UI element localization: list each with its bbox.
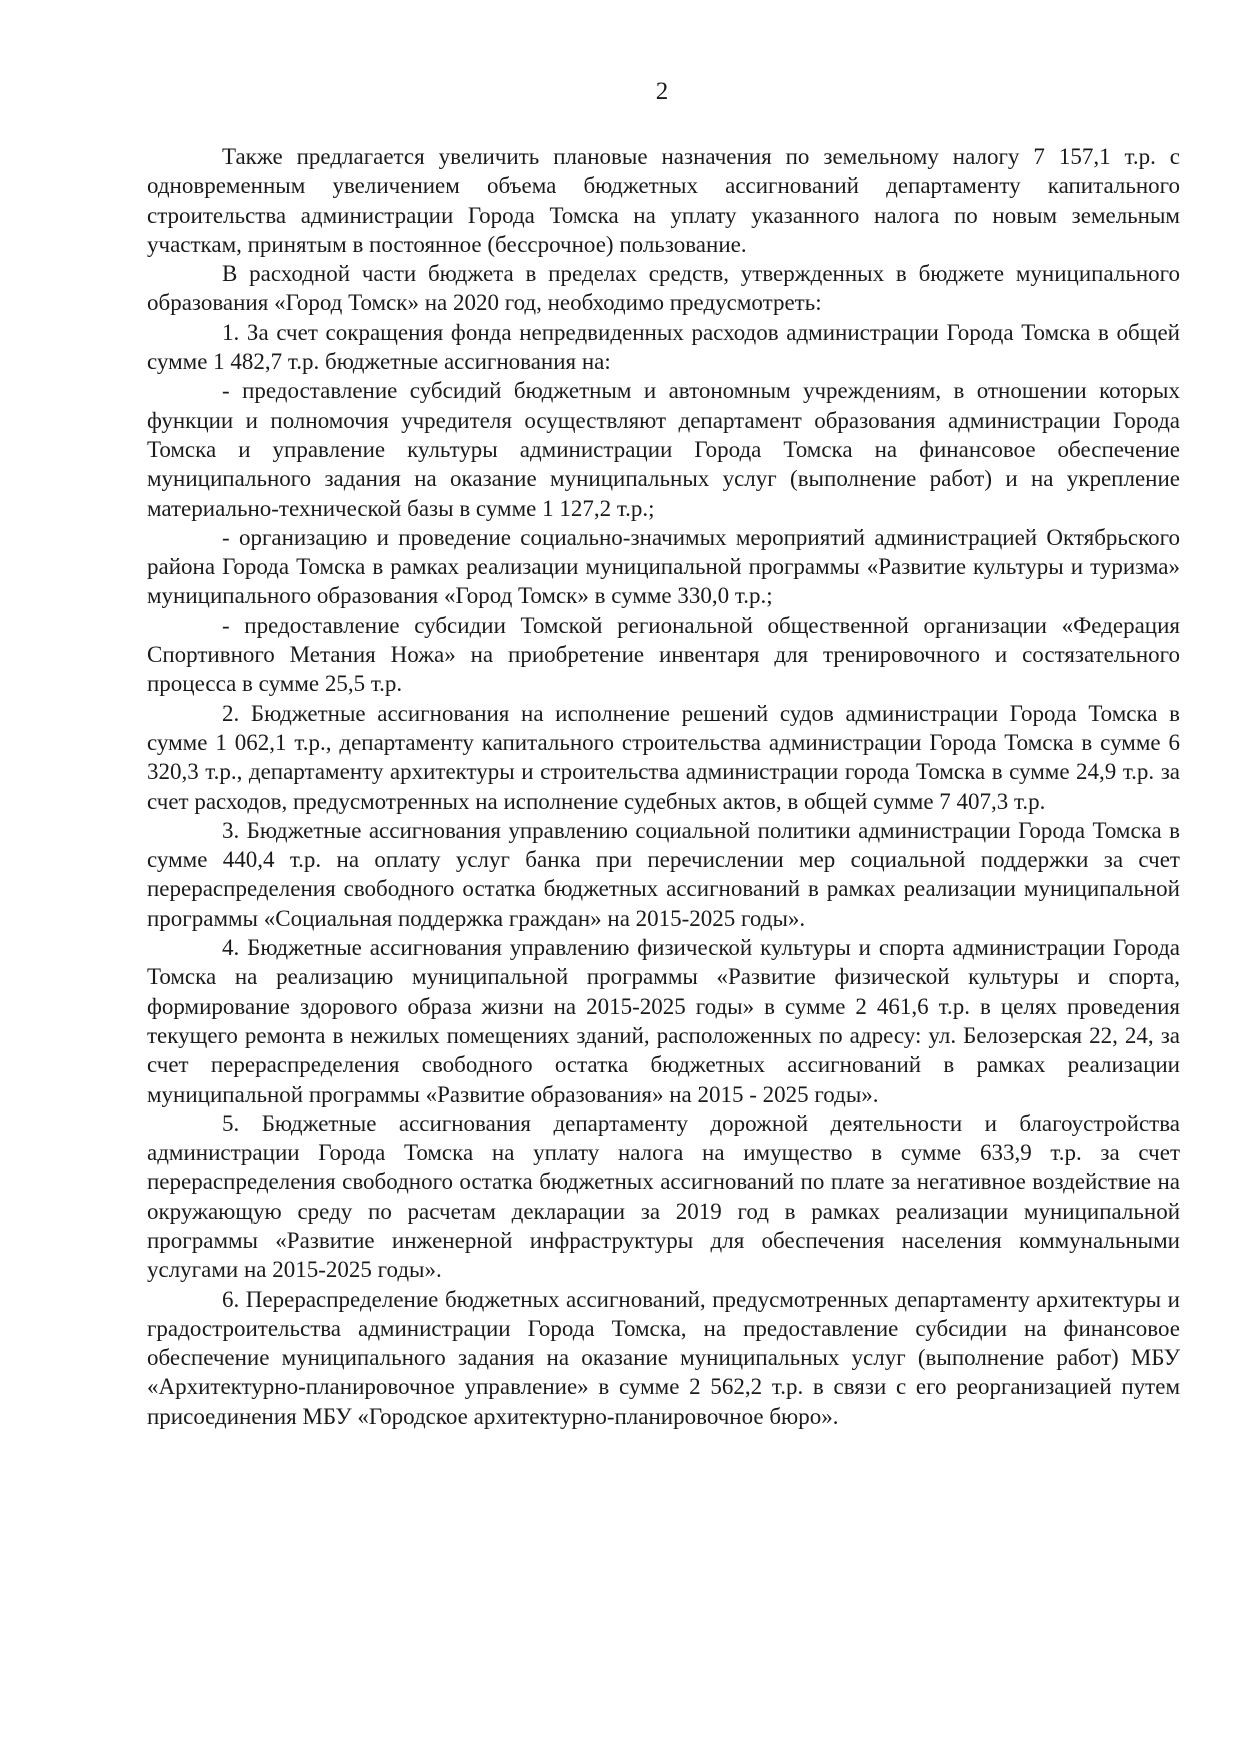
paragraph-item-4: 4. Бюджетные ассигнования управлению физической культуры и спорта администрации Города Томска на реализацию муниципальной программы «Развитие физической культуры и спорта, формирование здорового образа жизни на 2015-2025 годы» в сумме 2 461,6 т.р. в целях проведения текущего ремонта в нежилых помещениях зданий, расположенных по адресу: ул. Белозерская 22, 24, за счет перераспределения свободного остатка бюджетных ассигнований в рамках реализации муниципальной программы «Развитие образования» на 2015 - 2025 годы». [147,935,1180,1107]
paragraph-item-3: 3. Бюджетные ассигнования управлению социальной политики администрации Города Томска в сумме 440,4 т.р. на оплату услуг банка при перечислении мер социальной поддержки за счет перераспределения свободного остатка бюджетных ассигнований в рамках реализации муниципальной программы «Социальная поддержка граждан» на 2015-2025 годы». [147,817,1180,931]
page-number: 2 [655,78,669,105]
paragraph-item-1-federation: - предоставление субсидии Томской региональной общественной организации «Федерация Спортивного Метания Ножа» на приобретение инвентаря для тренировочного и состязательного процесса в сумме 25,5 т.р. [147,612,1180,697]
paragraph-item-1-events: - организацию и проведение социально-значимых мероприятий администрацией Октябрьского района Города Томска в рамках реализации муниципальной программы «Развитие культуры и туризма» муниципального образования «Город Томск» в сумме 330,0 т.р.; [147,524,1180,609]
paragraph-item-6: 6. Перераспределение бюджетных ассигнований, предусмотренных департаменту архитектуры и градостроительства администрации Города Томска, на предоставление субсидии на финансовое обеспечение муниципального задания на оказание муниципальных услуг (выполнение работ) МБУ «Архитектурно-планировочное управление» в сумме 2 562,2 т.р. в связи с его реорганизацией путем присоединения МБУ «Городское архитектурно-планировочное бюро». [147,1286,1180,1429]
document-body [147,142,1180,1431]
paragraph-item-5: 5. Бюджетные ассигнования департаменту дорожной деятельности и благоустройства администрации Города Томска на уплату налога на имущество в сумме 633,9 т.р. за счет перераспределения свободного остатка бюджетных ассигнований по плате за негативное воздействие на окружающую среду по расчетам декларации за 2019 год в рамках реализации муниципальной программы «Развитие инженерной инфраструктуры для обеспечения населения коммунальными услугами на 2015-2025 годы». [147,1110,1180,1283]
paragraph-item-1: 1. За счет сокращения фонда непредвиденных расходов администрации Города Томска в общей сумме 1 482,7 т.р. бюджетные ассигнования на: [147,319,1180,375]
paragraph-item-1-subsidies: - предоставление субсидий бюджетным и автономным учреждениям, в отношении которых функции и полномочия учредителя осуществляют департамент образования администрации Города Томска и управление культуры администрации Города Томска на финансовое обеспечение муниципального задания на оказание муниципальных услуг (выполнение работ) и на укрепление материально-технической базы в сумме 1 127,2 т.р.; [147,378,1180,521]
paragraph-expenditure-intro: В расходной части бюджета в пределах средств, утвержденных в бюджете муниципального образования «Город Томск» на 2020 год, необходимо предусмотреть: [147,261,1180,316]
paragraph-item-2: 2. Бюджетные ассигнования на исполнение решений судов администрации Города Томска в сумме 1 062,1 т.р., департаменту капитального строительства администрации Города Томска в сумме 6 320,3 т.р., департаменту архитектуры и строительства администрации города Томска в сумме 24,9 т.р. за счет расходов, предусмотренных на исполнение судебных актов, в общей сумме 7 407,3 т.р. [147,700,1180,814]
paragraph-land-tax: Также предлагается увеличить плановые назначения по земельному налогу 7 157,1 т.р. с одновременным увеличением объема бюджетных ассигнований департаменту капитального строительства администрации Города Томска на уплату указанного налога по новым земельным участкам, принятым в постоянное (бессрочное) пользование. [147,144,1180,257]
